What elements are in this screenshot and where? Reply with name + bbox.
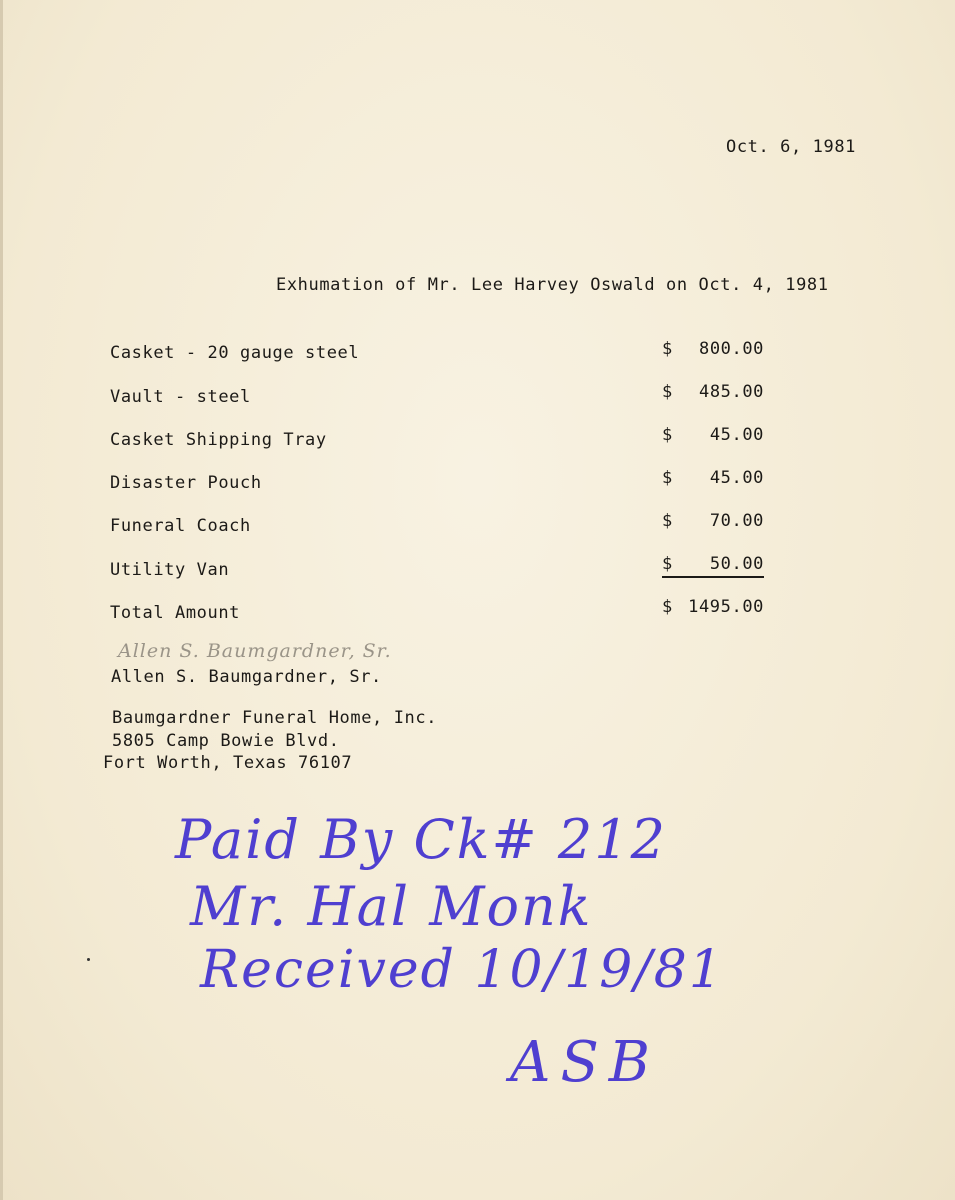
signer-name: Allen S. Baumgardner, Sr.	[111, 667, 382, 687]
line-item-amount	[662, 554, 764, 578]
line-item-label: Disaster Pouch	[110, 473, 262, 493]
handwritten-payer-line: Mr. Hal Monk	[190, 875, 593, 938]
handwritten-received-line: Received 10/19/81	[200, 940, 724, 1000]
currency-symbol: $	[662, 468, 673, 488]
handwritten-initials: ASB	[510, 1030, 660, 1095]
amount-value: 45.00	[709, 425, 764, 445]
currency-symbol: $	[662, 554, 673, 574]
handwritten-paid-line: Paid By Ck# 212	[175, 808, 667, 871]
amount-value: 800.00	[698, 339, 764, 359]
handwritten-signature: Allen S. Baumgardner, Sr.	[118, 640, 392, 662]
company-street: 5805 Camp Bowie Blvd.	[112, 731, 340, 751]
amount-value: 485.00	[698, 382, 764, 402]
line-item-label: Utility Van	[110, 560, 230, 580]
amount-value: 70.00	[709, 511, 764, 531]
line-item-label: Vault - steel	[110, 387, 251, 407]
document-subject: Exhumation of Mr. Lee Harvey Oswald on Oct. 4, 1981	[276, 275, 829, 295]
amount-value: 50.00	[709, 554, 764, 574]
company-name: Baumgardner Funeral Home, Inc.	[112, 708, 438, 728]
paper-speck	[87, 958, 90, 961]
currency-symbol: $	[662, 511, 673, 531]
total-value: 1495.00	[688, 597, 764, 617]
document-date: Oct. 6, 1981	[726, 137, 857, 157]
paper-edge	[0, 0, 3, 1200]
amount-value: 45.00	[709, 468, 764, 488]
line-item-label: Casket Shipping Tray	[110, 430, 327, 450]
total-label: Total Amount	[110, 603, 241, 623]
currency-symbol: $	[662, 425, 673, 445]
line-item-label: Casket - 20 gauge steel	[110, 343, 360, 363]
currency-symbol: $	[662, 597, 673, 617]
currency-symbol: $	[662, 339, 673, 359]
company-city: Fort Worth, Texas 76107	[103, 753, 353, 773]
currency-symbol: $	[662, 382, 673, 402]
line-item-label: Funeral Coach	[110, 516, 251, 536]
